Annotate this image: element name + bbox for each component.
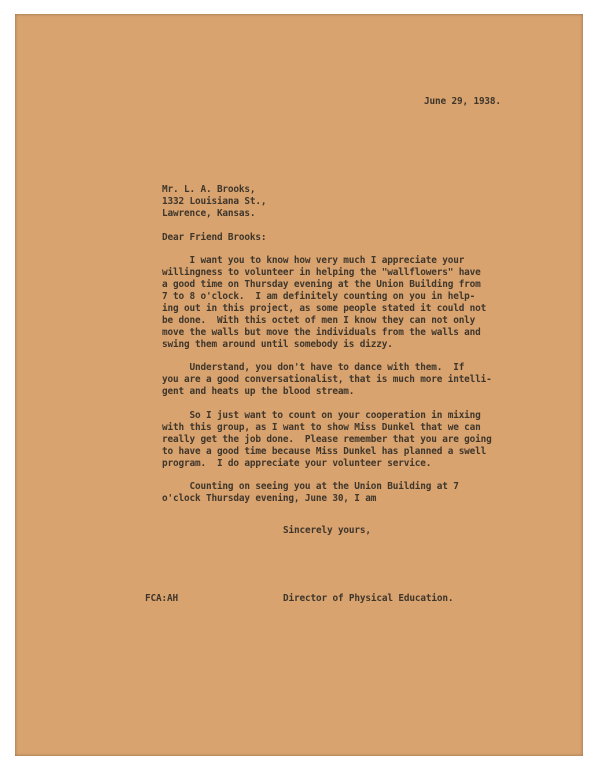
- paragraph-line: really get the job done. Please remember that you are going: [162, 434, 492, 445]
- paragraph-line: you are a good conversationalist, that is much more intelli-: [162, 374, 492, 385]
- paragraph-line: a good time on Thursday evening at the Union Building from: [162, 279, 481, 290]
- signature-title: Director of Physical Education.: [283, 593, 454, 604]
- paragraph-line: o'clock Thursday evening, June 30, I am: [162, 493, 377, 504]
- paragraph-line: program. I do appreciate your volunteer service.: [162, 458, 432, 469]
- paragraph-line: to have a good time because Miss Dunkel has planned a swell: [162, 446, 487, 457]
- letter-page: [15, 14, 583, 756]
- letter-date: June 29, 1938.: [424, 96, 501, 107]
- paragraph-line: swing them around until somebody is dizzy.: [162, 339, 393, 350]
- paragraph-line: Understand, you don't have to dance with them. If: [162, 362, 465, 373]
- paragraph-line: move the walls but move the individuals from the walls and: [162, 327, 481, 338]
- closing: Sincerely yours,: [283, 525, 371, 536]
- paragraph-line: willingness to volunteer in helping the "wallflowers" have: [162, 267, 481, 278]
- paragraph-line: be done. With this octet of men I know they can not only: [162, 315, 476, 326]
- recipient-street: 1332 Louisiana St.,: [162, 196, 267, 207]
- reference-initials: FCA:AH: [145, 593, 178, 604]
- paragraph-line: gent and heats up the blood stream.: [162, 386, 355, 397]
- recipient-city: Lawrence, Kansas.: [162, 208, 256, 219]
- paragraph-line: ing out in this project, as some people stated it could not: [162, 303, 487, 314]
- paragraph-line: So I just want to count on your cooperation in mixing: [162, 410, 481, 421]
- paragraph-line: with this group, as I want to show Miss Dunkel that we can: [162, 422, 481, 433]
- salutation: Dear Friend Brooks:: [162, 232, 267, 243]
- paragraph-line: Counting on seeing you at the Union Building at 7: [162, 481, 459, 492]
- recipient-name: Mr. L. A. Brooks,: [162, 184, 256, 195]
- paragraph-line: I want you to know how very much I appreciate your: [162, 255, 465, 266]
- paragraph-line: 7 to 8 o'clock. I am definitely counting on you in help-: [162, 291, 476, 302]
